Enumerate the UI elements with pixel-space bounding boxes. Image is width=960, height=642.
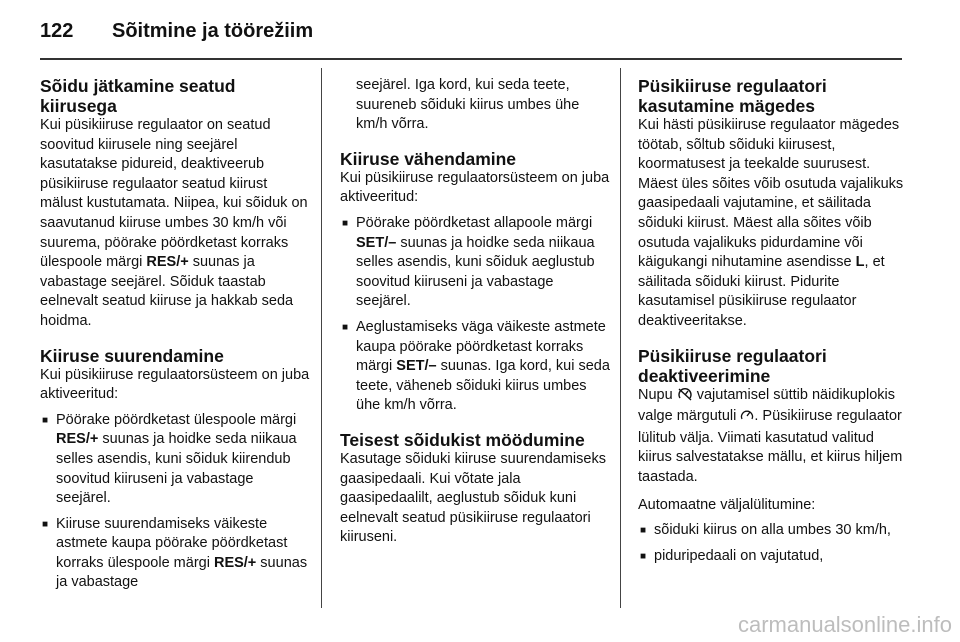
- column-divider: [321, 68, 322, 608]
- column-2: [340, 76, 612, 548]
- heading-hills: Püsikiiruse regulaatori kasutamine mägedes: [638, 76, 827, 116]
- paragraph-overtake: Kasutage sõiduki kiiruse suurendamiseks gaasipedaali. Kui võtate jala gaasipedaalilt, aeglustub sõiduk kuni eelnevalt seatud püsikiiruse regulaatori kiiruseni.: [340, 450, 606, 546]
- paragraph-deactivation: [638, 386, 908, 488]
- text: suunas ja hoidke seda niikaua selles asendis, kuni sõiduk kiirendub soovitud kiiruseni ja vabastage seejärel.: [56, 431, 297, 507]
- paragraph-decrease: Kui püsikiiruse regulaatorsüsteem on juba aktiveeritud:: [340, 169, 610, 206]
- res-label: RES/+: [213, 554, 257, 571]
- column-1: [40, 76, 312, 599]
- watermark: carmanualsonline.info: [737, 612, 952, 637]
- text: . Püsikiiruse regulaator lülitub välja. Viimati kasutatud valitud kiirus salvestatakse mällu, et kiirus hiljem taastada.: [638, 408, 903, 485]
- paragraph-increase: Kui püsikiiruse regulaatorsüsteem on juba aktiveeritud:: [40, 366, 310, 403]
- heading-increase: Kiiruse suurendamine: [40, 345, 224, 366]
- text: Kui hästi püsikiiruse regulaator mägedes töötab, sõltub sõiduki kiirusest, koormatusest ja teekalde suurusest. Mäest üles sõites võib osutuda vajalikuks gaasipedaali vajutamine, et säilitada sõiduki kiirust. Mäest alla sõites võib osutuda vajalikuks pidurdamine või käigukangi nihutamine asendisse: [638, 117, 904, 271]
- list-item: ■ sõiduki kiirus on alla umbes 30 km/h,: [638, 521, 908, 541]
- res-label: RES/+: [56, 431, 99, 448]
- heading-decrease: Kiiruse vähendamine: [340, 148, 517, 169]
- paragraph-hills: [638, 116, 908, 332]
- text: vajutamisel süttib näidikuplokis valge märgutuli: [638, 386, 895, 425]
- column-3: [638, 76, 908, 572]
- paragraph-resume: [40, 116, 312, 332]
- continued-text: seejärel. Iga kord, kui seda teete, suureneb sõiduki kiirus umbes ühe km/h võrra.: [356, 77, 580, 133]
- heading-resume: Sõidu jätkamine seatud kiirusega: [40, 76, 236, 116]
- chapter-title: Sõitmine ja töörežiim: [112, 20, 314, 42]
- heading-deactivation: Püsikiiruse regulaatori deaktiveerimine: [638, 345, 827, 386]
- text: suunas ja vabastage seejärel. Sõiduk taastab eelnevalt seatud kiiruse ja hakkab seda hoidma.: [40, 254, 294, 329]
- text: suunas. Iga kord, kui seda teete, väheneb sõiduki kiirus umbes ühe km/h võrra.: [356, 358, 610, 414]
- list-item: [40, 515, 312, 593]
- auto-off-list: [638, 521, 908, 566]
- text: Kiiruse suurendamiseks väikeste astmete kaupa pöörake pöördketast korraks ülespoole märgi: [56, 515, 288, 571]
- set-label: SET/–: [396, 358, 437, 375]
- gear-l-label: L: [855, 254, 865, 271]
- page-number: 122: [40, 20, 74, 42]
- list-item: [40, 411, 312, 509]
- heading-overtake: Teisest sõidukist möödumine: [340, 429, 585, 450]
- text: Aeglustamiseks väga väikeste astmete kaupa pöörake pöördketast korraks märgi: [356, 318, 606, 375]
- set-label: SET/–: [356, 234, 397, 251]
- decrease-list: [340, 214, 612, 416]
- paragraph-auto-off: Automaatne väljalülitumine:: [638, 496, 816, 513]
- text: Nupu: [638, 386, 677, 403]
- cruise-control-telltale-icon: [740, 408, 754, 429]
- column-divider: [620, 68, 621, 608]
- increase-list: [40, 411, 312, 593]
- list-item: [340, 318, 612, 416]
- text: , et säilitada sõiduki kiirust. Pidurite kasutamisel püsikiiruse regulaator deaktiveeritakse.: [638, 254, 885, 329]
- res-label: RES/+: [146, 254, 189, 271]
- text: suunas ja hoidke seda niikaua selles asendis, kuni sõiduk aeglustub soovitud kiiruseni ja vabastage seejärel.: [356, 234, 595, 310]
- list-item: [340, 214, 612, 312]
- text: Pöörake pöördketast ülespoole märgi: [56, 411, 297, 428]
- text: Pöörake pöördketast allapoole märgi: [356, 214, 593, 231]
- cruise-off-button-icon: [677, 387, 693, 408]
- header-rule: [40, 58, 902, 60]
- text: Kui püsikiiruse regulaator on seatud soovitud kiirusele ning seejärel kasutatakse pidureid, deaktiveerub püsikiiruse regulaator seatud kiirust mälust kustutamata. Niipea, kui sõiduk on saavutanud kiiruse umbes 30 km/h või suurema, pöörake pöördketast korraks ülespoole märgi: [40, 117, 308, 271]
- text: suunas ja vabastage: [56, 554, 308, 591]
- list-item: ■ piduripedaali on vajutatud,: [638, 547, 908, 567]
